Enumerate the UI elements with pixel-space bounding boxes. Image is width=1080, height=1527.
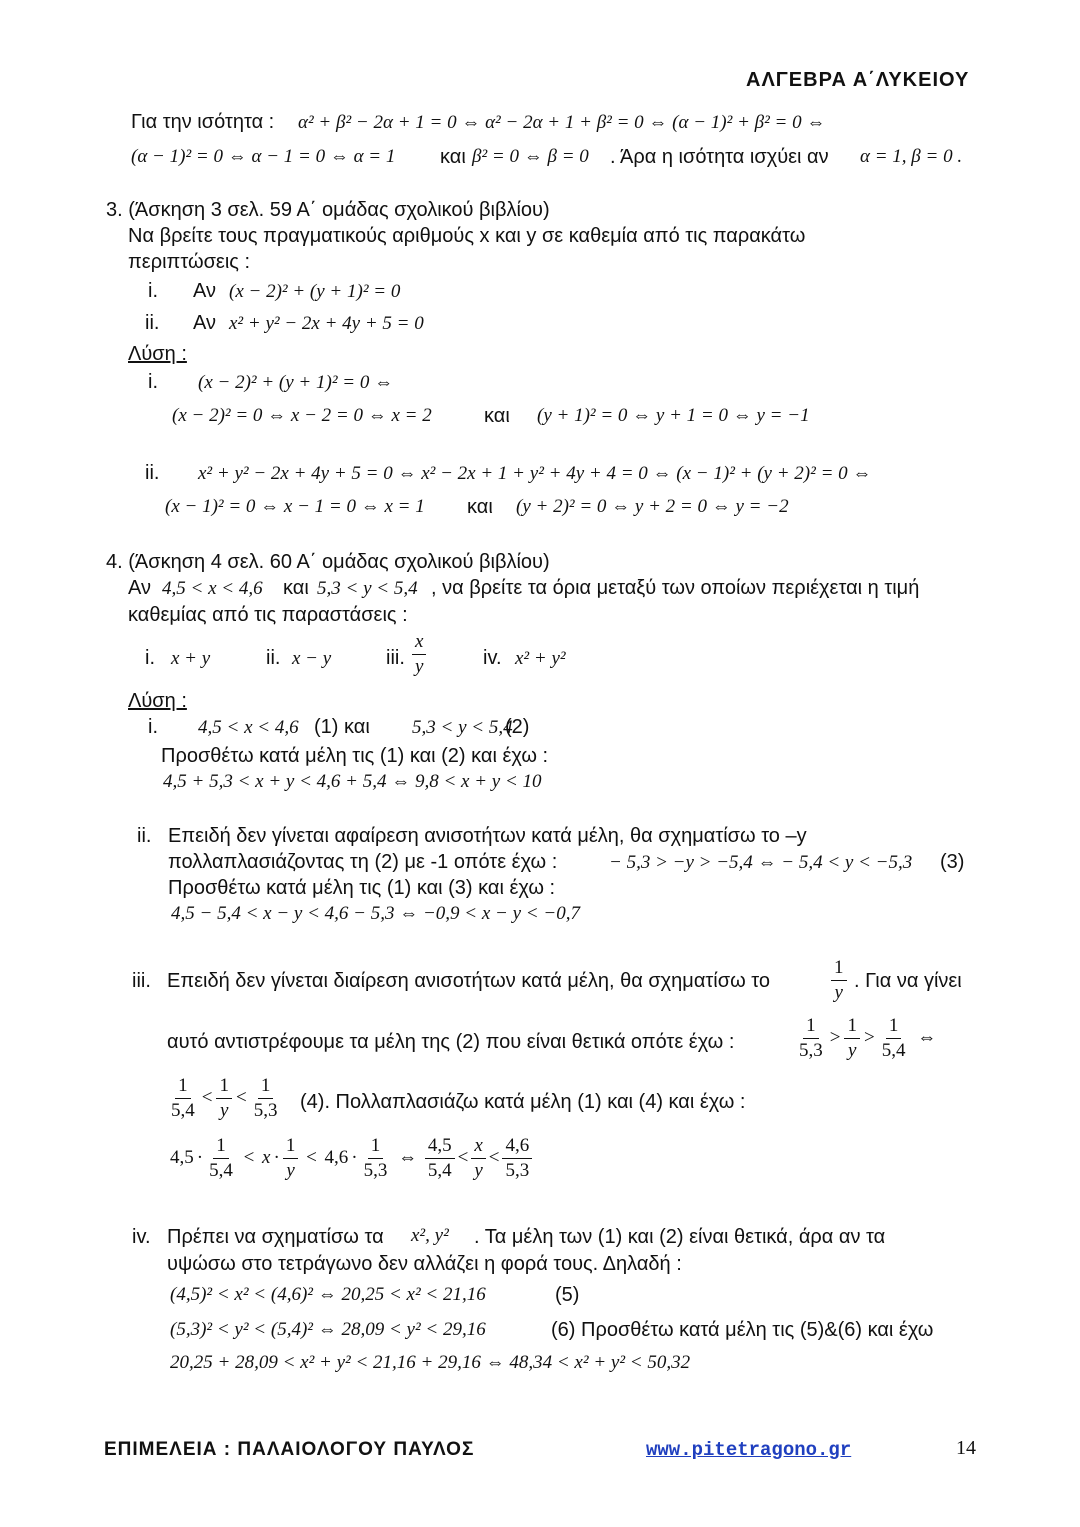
ex3-case-i-text: Αν [193, 280, 216, 302]
intro-equation: α² + β² − 2α + 1 = 0 ⇔ α² − 2α + 1 + β² = 0 ⇔ (α − 1)² + β² = 0 ⇔ [298, 112, 826, 133]
intro-equation-beta: β² = 0 ⇔ β = 0 [472, 146, 589, 167]
frac-numerator: 1 [844, 1016, 860, 1039]
ex4-opt-iii-label: iii. [386, 647, 405, 669]
ex4-opt-iii-fraction [412, 632, 426, 677]
ex3-case-ii-text: Αν [193, 312, 216, 334]
exercise-4-heading: 4. (Άσκηση 4 σελ. 60 Α΄ ομάδας σχολικού βιβλίου) [106, 551, 550, 573]
ex3-case-ii-math: x² + y² − 2x + 4y + 5 = 0 [229, 313, 424, 334]
ex4-sol-i-ref: (2) [505, 716, 530, 738]
ex4-stmt-cont: καθεμίας από τις παραστάσεις : [128, 604, 408, 626]
ex4-sol-ii-line1: Επειδή δεν γίνεται αφαίρεση ανισοτήτων κατά μέλη, θα σχηματίσω το –y [168, 825, 807, 847]
ex4-sol-iv-line1a: Πρέπει να σχηματίσω τα [167, 1226, 384, 1248]
ex3-case-ii-label: ii. [145, 312, 160, 334]
ex4-sol-i-y-range: 5,3 < y < 5,4 [412, 717, 513, 738]
frac-denominator: 5,3 [799, 1039, 823, 1061]
var-x: x [262, 1147, 271, 1169]
ex4-opt-i-math: x + y [171, 648, 211, 669]
frac-numerator: x [471, 1136, 485, 1159]
ex3-solution-label: Λύση : [128, 343, 187, 365]
frac-numerator: 1 [886, 1016, 902, 1039]
ex3-sol-i-kai: και [484, 405, 510, 427]
frac-numerator: 1 [803, 1016, 819, 1039]
ex4-sol-iii-line1: Επειδή δεν γίνεται διαίρεση ανισοτήτων κατά μέλη, θα σχηματίσω το [167, 970, 770, 992]
frac-denominator: y [834, 981, 843, 1003]
frac-denominator: 5,3 [505, 1159, 530, 1181]
exercise-3-statement: Να βρείτε τους πραγματικούς αριθμούς x και y σε καθεμία από τις παρακάτω [128, 225, 806, 247]
ex4-sol-iii-inverted-inequality: $\frac{1}{5,3}$ > $\frac{1}{y}$ > $\frac{1}{5,4}$ ⇔ [796, 1016, 936, 1061]
intro-kai: και [440, 146, 466, 168]
ex4-sol-iv-line2: υψώσω στο τετράγωνο δεν αλλάζει η φορά τους. Δηλαδή : [167, 1253, 682, 1275]
ex4-sol-iv-line5-math: 20,25 + 28,09 < x² + y² < 21,16 + 29,16 ⇔ 48,34 < x² + y² < 50,32 [170, 1352, 691, 1373]
ex4-sol-iii-product: 4,5 · $\frac{1}{5,4}$ < x · $\frac{1}{y}$ < 4,6 · $\frac{1}{5,3}$ ⇔ $\frac{4,5}{5,4}$ < $\frac{x}{y}$ < $\frac{4,6}{5,3}$ [170, 1136, 532, 1181]
page-number: 14 [956, 1437, 976, 1459]
intro-conclusion: . Άρα η ισότητα ισχύει αν [610, 146, 829, 168]
ex4-sol-i-label: i. [148, 716, 158, 738]
ex3-case-i-label: i. [148, 280, 158, 302]
frac-numerator: 1 [368, 1136, 384, 1159]
ex4-sol-iv-line4-text: (6) Προσθέτω κατά μέλη τις (5)&(6) και έχω [551, 1319, 934, 1341]
frac-numerator: 1 [283, 1136, 299, 1159]
ex3-sol-ii-label: ii. [145, 462, 160, 484]
ex4-sol-i-x-range: 4,5 < x < 4,6 [198, 717, 299, 738]
frac-numerator: 1 [258, 1076, 274, 1099]
ex4-sol-iv-line3-ref: (5) [555, 1284, 580, 1306]
frac-denominator: 5,4 [881, 1039, 906, 1061]
ex3-sol-i-line2a: (x − 2)² = 0 ⇔ x − 2 = 0 ⇔ x = 2 [172, 405, 432, 426]
intro-equation-alpha: (α − 1)² = 0 ⇔ α − 1 = 0 ⇔ α = 1 [131, 146, 396, 167]
frac-numerator: 1 [831, 958, 847, 981]
frac-numerator: 4,6 [502, 1136, 532, 1159]
ex4-sol-ii-line4: 4,5 − 5,4 < x − y < 4,6 − 5,3 ⇔ −0,9 < x − y < −0,7 [171, 903, 580, 924]
frac-denominator: 5,4 [427, 1159, 452, 1181]
exercise-3-heading: 3. (Άσκηση 3 σελ. 59 Α΄ ομάδας σχολικού βιβλίου) [106, 199, 550, 221]
ex4-stmt-kai: και [283, 577, 309, 599]
ex4-sol-ii-line2-ref: (3) [940, 851, 965, 873]
ex4-sol-i-line3: 4,5 + 5,3 < x + y < 4,6 + 5,4 ⇔ 9,8 < x + y < 10 [163, 771, 542, 792]
ex4-sol-ii-line2: πολλαπλασιάζοντας τη (2) με -1 οπότε έχω : [168, 851, 558, 873]
ex3-sol-i-label: i. [148, 371, 158, 393]
ex4-stmt-y-range: 5,3 < y < 5,4 [317, 578, 418, 599]
ex3-sol-ii-line1: x² + y² − 2x + 4y + 5 = 0 ⇔ x² − 2x + 1 + y² + 4y + 4 = 0 ⇔ (x − 1)² + (y + 2)² = 0 ⇔ [198, 463, 872, 484]
ex4-sol-iv-line4-math: (5,3)² < y² < (5,4)² ⇔ 28,09 < y² < 29,16 [170, 1319, 486, 1340]
ex4-sol-iii-line2: αυτό αντιστρέφουμε τα μέλη της (2) που είναι θετικά οπότε έχω : [167, 1031, 735, 1053]
ex4-stmt-rest: , να βρείτε τα όρια μεταξύ των οποίων περιέχεται η τιμή [431, 577, 920, 599]
coef-4-6: 4,6 [324, 1147, 349, 1169]
intro-result: α = 1, β = 0 . [860, 146, 963, 167]
ex4-sol-iv-line3-math: (4,5)² < x² < (4,6)² ⇔ 20,25 < x² < 21,16 [170, 1284, 486, 1305]
frac-numerator: x [412, 632, 426, 655]
ex3-sol-ii-line2a: (x − 1)² = 0 ⇔ x − 1 = 0 ⇔ x = 1 [165, 496, 425, 517]
ex4-sol-ii-line3: Προσθέτω κατά μέλη τις (1) και (3) και έχω : [168, 877, 556, 899]
ex4-sol-iv-label: iv. [132, 1226, 151, 1248]
page-header-title: ΑΛΓΕΒΡΑ Α΄ΛΥΚΕΙΟΥ [746, 69, 970, 91]
ex4-sol-ii-label: ii. [137, 825, 152, 847]
ex4-solution-label: Λύση : [128, 690, 187, 712]
exercise-3-statement-cont: περιπτώσεις : [128, 251, 251, 273]
footer-author: ΕΠΙΜΕΛΕΙΑ : ΠΑΛΑΙΟΛΟΓΟΥ ΠΑΥΛΟΣ [104, 1439, 475, 1460]
ex3-case-i-math: (x − 2)² + (y + 1)² = 0 [229, 281, 401, 302]
ex4-sol-i-text: (1) και [314, 716, 370, 738]
ex4-sol-iii-line1b: . Για να γίνει [854, 970, 962, 992]
frac-numerator: 1 [213, 1136, 229, 1159]
frac-numerator: 4,5 [425, 1136, 455, 1159]
ex4-stmt-av: Αν [128, 577, 151, 599]
ex4-stmt-x-range: 4,5 < x < 4,6 [162, 578, 263, 599]
footer-website-link[interactable]: www.pitetragono.gr [646, 1439, 852, 1461]
ex4-sol-iii-label: iii. [132, 970, 151, 992]
ex4-sol-iv-line1b: . Τα μέλη των (1) και (2) είναι θετικά, άρα αν τα [474, 1226, 886, 1248]
frac-denominator: 5,3 [253, 1099, 278, 1121]
frac-denominator: y [474, 1159, 483, 1181]
frac-denominator: y [286, 1159, 295, 1181]
ex4-opt-ii-math: x − y [292, 648, 332, 669]
ex4-sol-ii-line2-math: − 5,3 > −y > −5,4 ⇔ − 5,4 < y < −5,3 [609, 852, 913, 873]
ex4-opt-ii-label: ii. [266, 647, 281, 669]
ex4-sol-iv-line1-math: x², y² [411, 1225, 449, 1246]
frac-denominator: y [220, 1099, 229, 1121]
frac-denominator: 5,4 [171, 1099, 195, 1121]
ex4-opt-iv-label: iv. [483, 647, 502, 669]
ex4-sol-iii-reciprocal-range: $\frac{1}{5,4}$ < $\frac{1}{y}$ < $\frac{1}{5,3}$ [168, 1076, 280, 1121]
ex4-sol-iii-line3-text: (4). Πολλαπλασιάζω κατά μέλη (1) και (4) και έχω : [300, 1091, 746, 1113]
intro-text: Για την ισότητα : [131, 111, 275, 133]
ex4-sol-iii-reciprocal-fraction [831, 958, 847, 1003]
frac-denominator: y [848, 1039, 857, 1061]
frac-numerator: 1 [216, 1076, 232, 1099]
frac-denominator: 5,3 [363, 1159, 388, 1181]
ex3-sol-i-line2b: (y + 1)² = 0 ⇔ y + 1 = 0 ⇔ y = −1 [537, 405, 810, 426]
ex4-sol-i-line2: Προσθέτω κατά μέλη τις (1) και (2) και έχω : [161, 745, 549, 767]
ex3-sol-i-line1: (x − 2)² + (y + 1)² = 0 ⇔ [198, 372, 394, 393]
ex4-opt-i-label: i. [145, 647, 155, 669]
ex3-sol-ii-kai: και [467, 496, 493, 518]
ex3-sol-ii-line2b: (y + 2)² = 0 ⇔ y + 2 = 0 ⇔ y = −2 [516, 496, 789, 517]
frac-numerator: 1 [175, 1076, 191, 1099]
coef-4-5: 4,5 [170, 1147, 194, 1169]
frac-denominator: y [415, 655, 424, 677]
frac-denominator: 5,4 [209, 1159, 233, 1181]
ex4-opt-iv-math: x² + y² [515, 648, 566, 669]
